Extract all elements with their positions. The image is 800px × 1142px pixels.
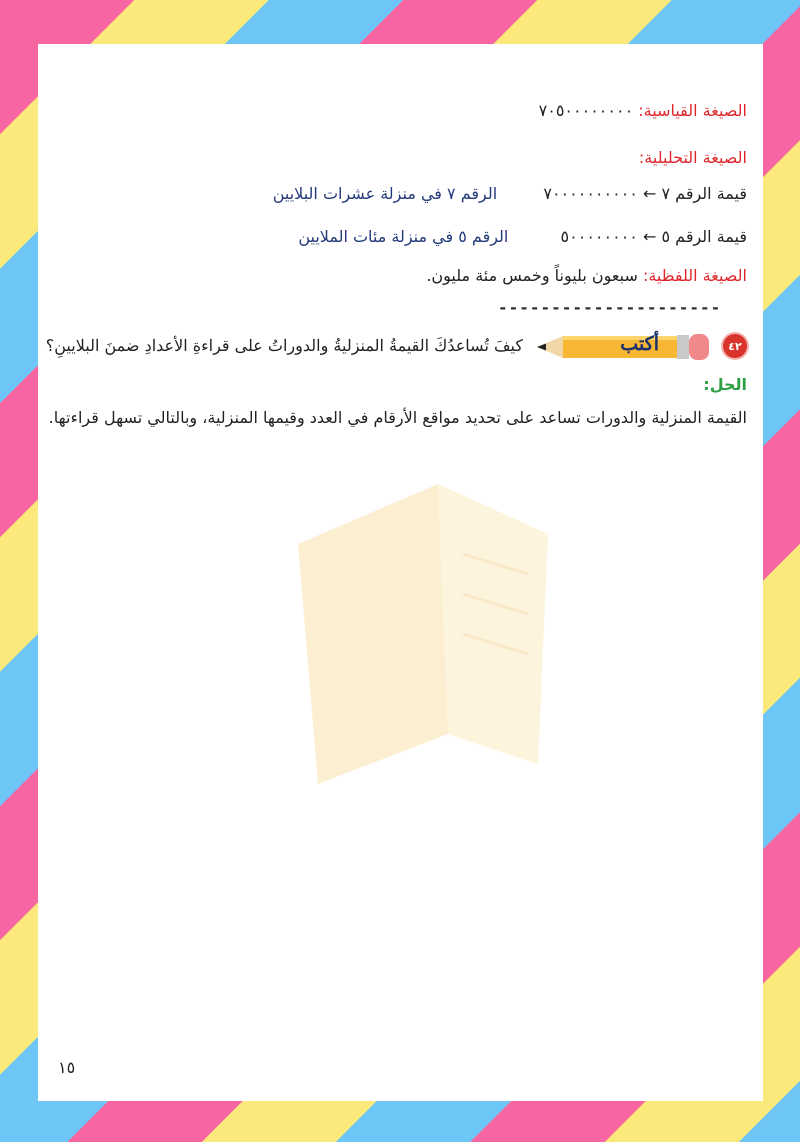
solution-heading [703,375,747,394]
arrow-icon: ← [642,184,657,203]
separator: --------------------- [498,298,722,317]
standard-form-line [539,101,747,120]
expanded-row-place: الرقم ٧ في منزلة عشرات البلايين [272,184,498,203]
solution-label: الحل: [703,375,747,394]
pencil-icon [537,330,711,364]
expanded-row-prefix: قيمة الرقم ٧ [661,184,747,203]
expanded-row-place: الرقم ٥ في منزلة مئات الملايين [298,227,509,246]
word-form-line [426,266,747,285]
arrow-icon: ← [642,227,657,246]
standard-form-value: ٧٠٥٠٠٠٠٠٠٠٠ [538,101,634,120]
solution-text: القيمة المنزلية والدورات تساعد على تحديد مواقع الأرقام في العدد وقيمها المنزلية، وبالتالي تسهل قراءتها. [48,408,747,427]
expanded-form-heading [639,148,747,167]
question-row [47,330,747,364]
expanded-row-prefix: قيمة الرقم ٥ [661,227,747,246]
worksheet-page [38,44,763,1101]
pencil-label: أكتب [620,333,659,355]
standard-form-label: الصيغة القياسية: [638,101,747,120]
page-number: ١٥ [58,1058,76,1077]
expanded-row [298,227,747,246]
word-form-value: سبعون بليوناً وخمس مئة مليون. [426,266,638,285]
expanded-row [273,184,747,203]
word-form-label: الصيغة اللفظية: [642,266,747,285]
expanded-row-number: ٧٠٠٠٠٠٠٠٠٠٠ [543,184,638,203]
expanded-row-number: ٥٠٠٠٠٠٠٠٠ [560,227,638,246]
expanded-form-label: الصيغة التحليلية: [638,148,747,167]
book-watermark-icon [288,464,558,784]
question-text: كيفَ تُساعدُكَ القيمةُ المنزليةُ والدوراتُ على قراءةِ الأعدادِ ضمنَ البلايينِ؟ [45,336,523,355]
question-number-badge: ٤٢ [723,334,747,358]
